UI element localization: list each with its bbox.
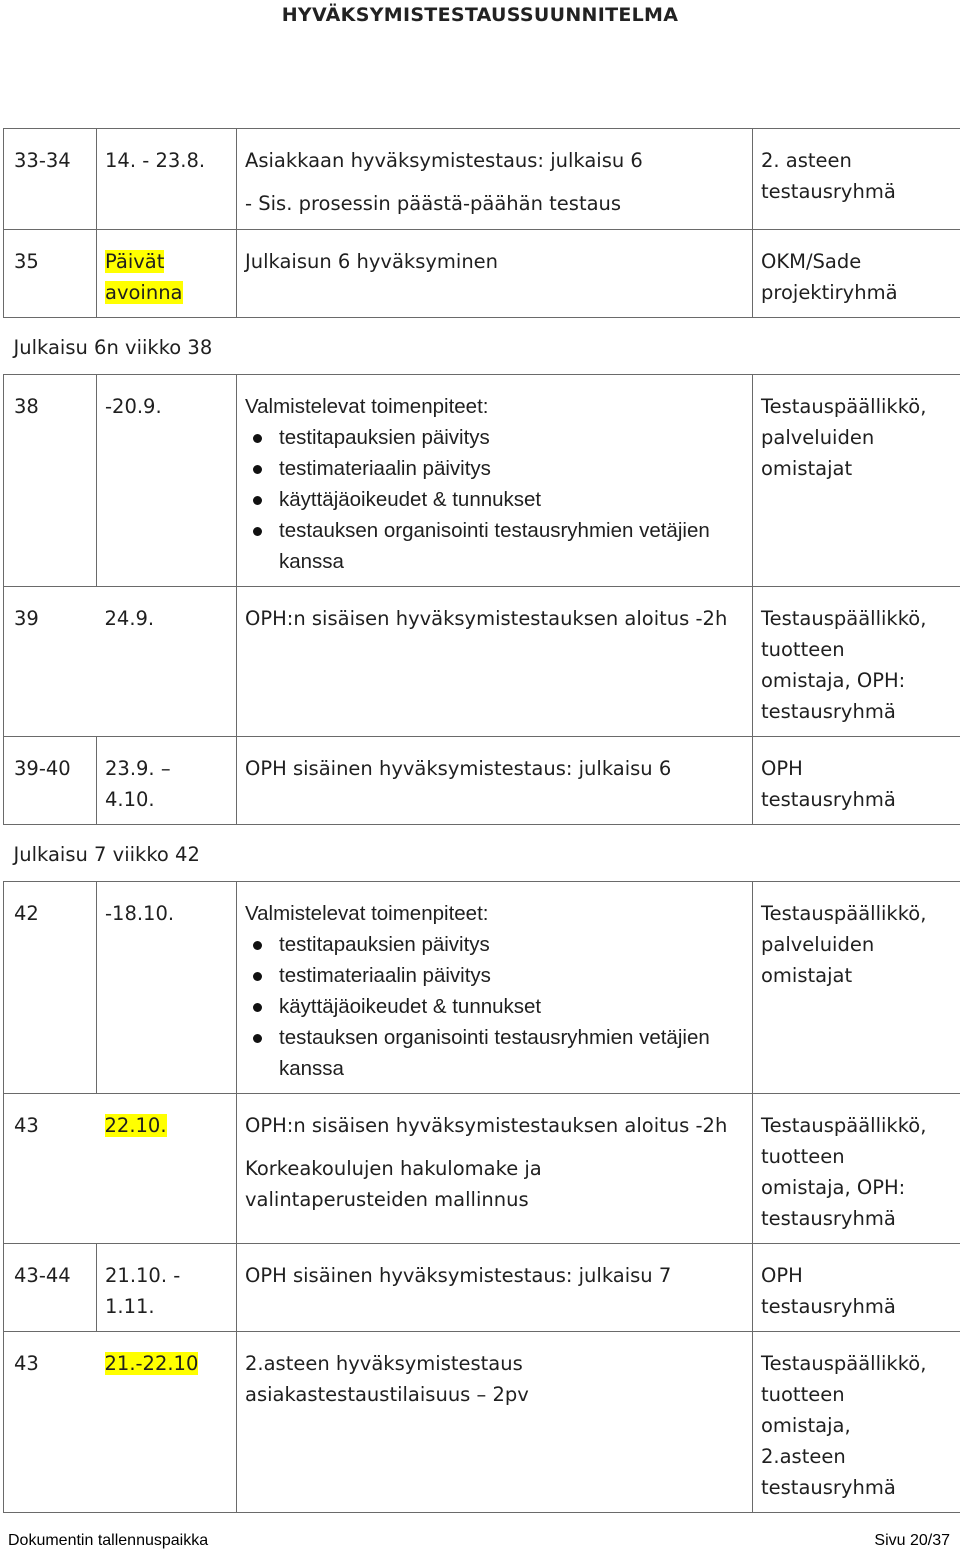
week-cell: 43-44 [4,1244,97,1332]
table-row [4,1244,960,1332]
bullet-icon [253,496,262,505]
week-cell: 33-34 [4,129,97,230]
task-cell: OPH sisäinen hyväksymistestaus: julkaisu 7 [237,1244,753,1332]
document-header-title: HYVÄKSYMISTESTAUSSUUNNITELMA [281,4,679,26]
week-cell: 35 [4,230,97,318]
task-line: OPH:n sisäisen hyväksymistestauksen aloitus -2h [245,1114,728,1137]
week-cell: 42 [4,882,97,1094]
owner-cell [753,375,960,587]
task-line: Korkeakoulujen hakulomake ja [245,1157,542,1180]
task-cell: OPH sisäinen hyväksymistestaus: julkaisu 6 [237,737,753,825]
date-cell: 14. - 23.8. [97,129,237,230]
week-cell: 43 [4,1332,97,1513]
prep-list-item: testitapauksien päivitys [245,929,746,960]
week-cell: 38 [4,375,97,587]
owner-line: testausryhmä [761,1476,896,1499]
owner-line: omistaja, OPH: [761,669,906,692]
date-line: 1.11. [105,1295,155,1318]
week-cell: 39 [4,587,97,737]
release-heading-row [4,825,960,882]
owner-line: Testauspäällikkö, [761,607,927,630]
owner-line: omistajat [761,457,853,480]
prep-list [245,929,746,1084]
date-highlight: avoinna [105,281,183,304]
owner-line: testausryhmä [761,700,896,723]
table-row [4,737,960,825]
owner-cell [753,737,960,825]
date-line: 21.10. - [105,1264,181,1287]
owner-line: testausryhmä [761,1295,896,1318]
date-highlight: 22.10. [104,1114,167,1137]
bullet-icon [253,465,262,474]
task-cell [237,882,753,1094]
acceptance-test-schedule-table [3,128,960,1513]
prep-list-item: käyttäjäoikeudet & tunnukset [245,991,746,1022]
prep-list-item: testauksen organisointi testausryhmien vetäjien kanssa [245,1022,746,1084]
prep-list-item: testitapauksien päivitys [245,422,746,453]
prep-list [245,422,746,577]
owner-line: palveluiden [761,426,875,449]
owner-line: 2. asteen [761,149,852,172]
owner-cell [753,129,960,230]
task-line: Asiakkaan hyväksymistestaus: julkaisu 6 [245,149,643,172]
owner-line: 2.asteen [761,1445,846,1468]
task-line: - Sis. prosessin päästä-päähän testaus [245,192,622,215]
release-heading-row [4,318,960,375]
table-row [4,1094,960,1244]
owner-line: Testauspäällikkö, [761,395,927,418]
bullet-icon [253,434,262,443]
footer-page-number: Sivu 20/37 [874,1532,950,1549]
bullet-icon [253,1003,262,1012]
bullet-icon [253,527,262,536]
prep-list-item: käyttäjäoikeudet & tunnukset [245,484,746,515]
date-highlight: Päivät [105,250,165,273]
task-title: Valmistelevat toimenpiteet: [245,395,489,418]
table-row [4,882,960,1094]
date-cell [97,737,237,825]
owner-cell [753,230,960,318]
owner-cell [753,882,960,1094]
task-title: Valmistelevat toimenpiteet: [245,902,489,925]
release-heading: Julkaisu 7 viikko 42 [13,843,200,866]
bullet-icon [253,941,262,950]
task-cell [237,1332,753,1513]
footer-location: Dokumentin tallennuspaikka [8,1532,209,1549]
owner-line: OPH [761,1264,803,1287]
date-line: 4.10. [105,788,155,811]
owner-cell [753,1244,960,1332]
prep-list-item: testimateriaalin päivitys [245,453,746,484]
week-cell: 43 [4,1094,97,1244]
task-line: asiakastestaustilaisuus – 2pv [245,1383,529,1406]
date-cell [97,1244,237,1332]
owner-cell [753,587,960,737]
release-heading: Julkaisu 6n viikko 38 [13,336,213,359]
task-line: 2.asteen hyväksymistestaus [245,1352,523,1375]
task-cell: Julkaisun 6 hyväksyminen [237,230,753,318]
owner-line: omistaja, [761,1414,851,1437]
table-row [4,129,960,230]
owner-cell [753,1094,960,1244]
bullet-icon [253,972,262,981]
date-cell: -20.9. [97,375,237,587]
date-highlight: 21.-22.10 [104,1352,199,1375]
task-cell [237,129,753,230]
owner-line: testausryhmä [761,1207,896,1230]
task-line: valintaperusteiden mallinnus [245,1188,529,1211]
owner-line: OPH [761,757,803,780]
owner-line: tuotteen [761,638,845,661]
owner-line: tuotteen [761,1145,845,1168]
owner-line: omistajat [761,964,853,987]
owner-line: tuotteen [761,1383,845,1406]
table-row [4,1332,960,1513]
date-cell [97,1094,237,1244]
prep-list-item: testauksen organisointi testausryhmien vetäjien kanssa [245,515,746,577]
owner-cell [753,1332,960,1513]
owner-line: omistaja, OPH: [761,1176,906,1199]
owner-line: testausryhmä [761,180,896,203]
task-cell [237,375,753,587]
owner-line: Testauspäällikkö, [761,1352,927,1375]
task-cell [237,1094,753,1244]
bullet-icon [253,1034,262,1043]
date-line: 23.9. – [105,757,171,780]
date-cell [97,230,237,318]
owner-line: OKM/Sade [761,250,862,273]
document-footer [8,1531,952,1551]
date-cell: -18.10. [97,882,237,1094]
prep-list-item: testimateriaalin päivitys [245,960,746,991]
table-row [4,587,960,737]
table-row [4,375,960,587]
owner-line: Testauspäällikkö, [761,1114,927,1137]
week-cell: 39-40 [4,737,97,825]
task-cell: OPH:n sisäisen hyväksymistestauksen aloitus -2h [237,587,753,737]
owner-line: palveluiden [761,933,875,956]
owner-line: projektiryhmä [761,281,898,304]
owner-line: Testauspäällikkö, [761,902,927,925]
date-cell [97,1332,237,1513]
date-cell: 24.9. [97,587,237,737]
owner-line: testausryhmä [761,788,896,811]
table-row [4,230,960,318]
